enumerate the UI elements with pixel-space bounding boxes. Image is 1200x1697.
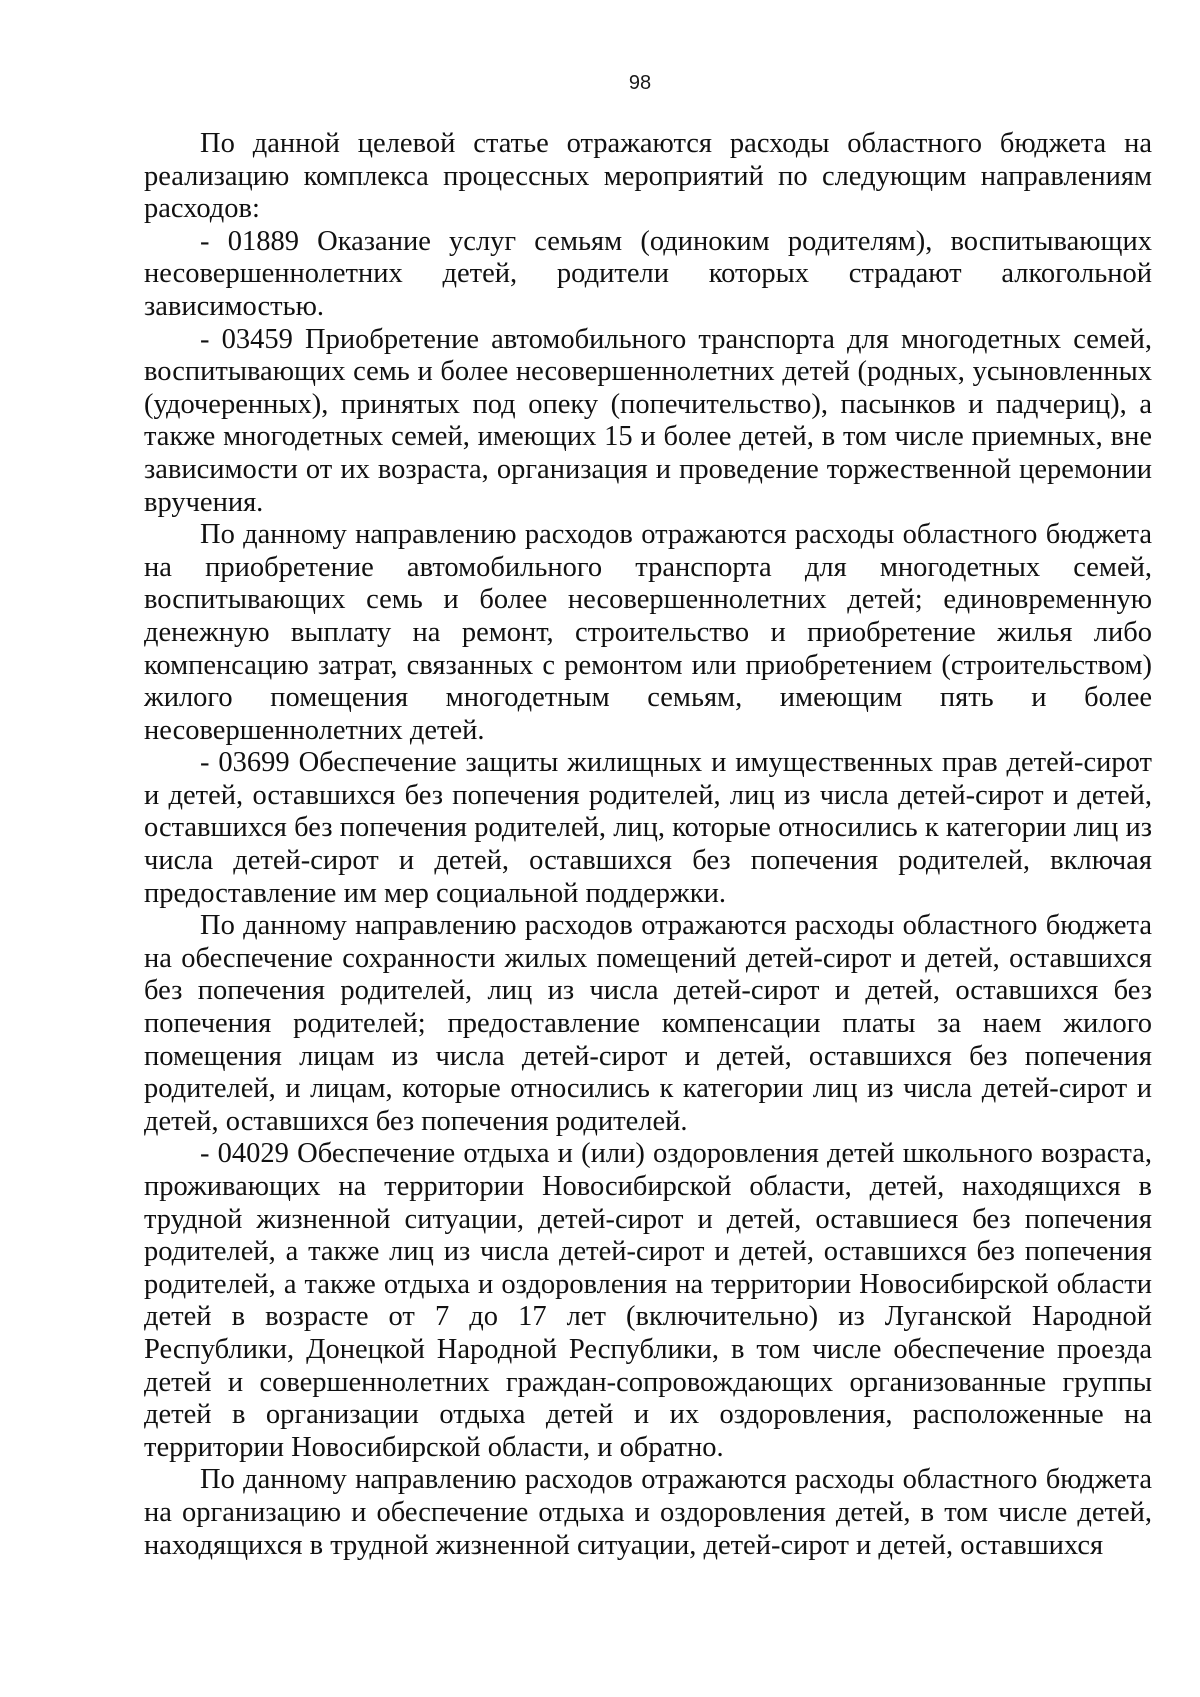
paragraph-03459: - 03459 Приобретение автомобильного транспорта для многодетных семей, воспитывающих семь и более несовершеннолетних детей (родных, усыновленных (удочеренных), принятых под опеку (попечительство), пасынков и падчериц), а также многодетных семей, имеющих 15 и более детей, в том числе приемных, вне зависимости от их возраста, организация и проведение торжественной церемонии вручения.	[144, 323, 1152, 518]
paragraph-03699-description: По данному направлению расходов отражаются расходы областного бюджета на обеспечение сохранности жилых помещений детей-сирот и детей, оставшихся без попечения родителей, лиц из числа детей-сирот и детей, оставшихся без попечения родителей; предоставление компенсации платы за наем жилого помещения лицам из числа детей-сирот и детей, оставшихся без попечения родителей, и лицам, которые относились к категории лиц из числа детей-сирот и детей, оставшихся без попечения родителей.	[144, 910, 1152, 1137]
document-body	[144, 128, 1152, 1562]
paragraph-01889: - 01889 Оказание услуг семьям (одиноким родителям), воспитывающих несовершеннолетних детей, родители которых страдают алкогольной зависимостью.	[144, 225, 1152, 322]
paragraph-04029-description: По данному направлению расходов отражаются расходы областного бюджета на организацию и обеспечение отдыха и оздоровления детей, в том числе детей, находящихся в трудной жизненной ситуации, детей-сирот и детей, оставшихся	[144, 1464, 1152, 1561]
paragraph-intro: По данной целевой статье отражаются расходы областного бюджета на реализацию комплекса процессных мероприятий по следующим направлениям расходов:	[144, 128, 1152, 225]
paragraph-03699: - 03699 Обеспечение защиты жилищных и имущественных прав детей-сирот и детей, оставшихся без попечения родителей, лиц из числа детей-сирот и детей, оставшихся без попечения родителей, лиц, которые относились к категории лиц из числа детей-сирот и детей, оставшихся без попечения родителей, включая предоставление им мер социальной поддержки.	[144, 747, 1152, 909]
page-number: 98	[628, 72, 652, 94]
paragraph-03459-description: По данному направлению расходов отражаются расходы областного бюджета на приобретение автомобильного транспорта для многодетных семей, воспитывающих семь и более несовершеннолетних детей; единовременную денежную выплату на ремонт, строительство и приобретение жилья либо компенсацию затрат, связанных с ремонтом или приобретением (строительством) жилого помещения многодетным семьям, имеющим пять и более несовершеннолетних детей.	[144, 519, 1152, 746]
paragraph-04029: - 04029 Обеспечение отдыха и (или) оздоровления детей школьного возраста, проживающих на территории Новосибирской области, детей, находящихся в трудной жизненной ситуации, детей-сирот и детей, оставшиеся без попечения родителей, а также лиц из числа детей-сирот и детей, оставшихся без попечения родителей, а также отдыха и оздоровления на территории Новосибирской области детей в возрасте от 7 до 17 лет (включительно) из Луганской Народной Республики, Донецкой Народной Республики, в том числе обеспечение проезда детей и совершеннолетних граждан-сопровождающих организованные группы детей в организации отдыха детей и их оздоровления, расположенные на территории Новосибирской области, и обратно.	[144, 1138, 1152, 1463]
